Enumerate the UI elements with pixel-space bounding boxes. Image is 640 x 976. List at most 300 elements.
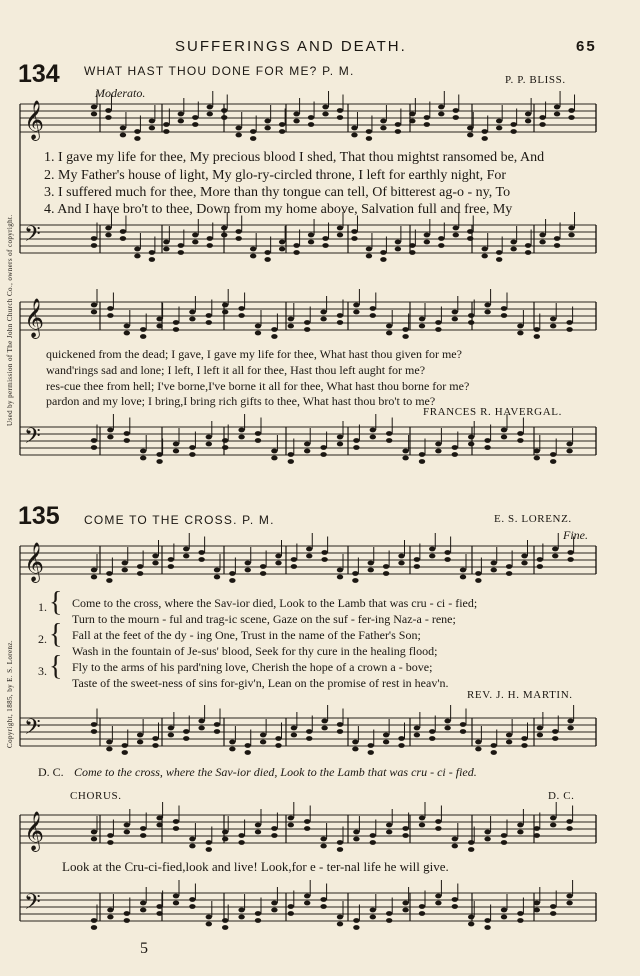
h135-sys1-treble-note bbox=[337, 568, 343, 573]
h135-sys1-bass-note bbox=[291, 733, 297, 738]
h134-sys2-bass-note bbox=[107, 428, 113, 433]
h135-chorus-treble-note bbox=[107, 833, 113, 838]
h135-sys1-treble-note bbox=[337, 575, 343, 580]
dc-label: D. C. bbox=[38, 765, 64, 779]
h134-sys2-bass-note bbox=[468, 435, 474, 440]
h134-sys1-bass-note bbox=[568, 233, 574, 238]
h135-sys1-bass-note bbox=[567, 726, 573, 731]
hymn-134-verse-2-line-1: 2. My Father's house of light, My glo-ry-circled throne, I left for earthly night, For bbox=[44, 168, 507, 183]
h135-sys1-bass-note bbox=[198, 719, 204, 724]
h134-sys1-treble-note bbox=[380, 119, 386, 124]
h134-sys1-bass-note bbox=[178, 250, 184, 255]
h135-sys1-treble-note bbox=[414, 557, 420, 562]
h134-sys2-treble-note bbox=[468, 313, 474, 318]
h135-chorus-bass-note bbox=[173, 901, 179, 906]
h134-sys2-treble-note bbox=[91, 310, 97, 315]
h135-sys1-treble-note bbox=[152, 554, 158, 559]
h134-sys1-treble-note bbox=[525, 119, 531, 124]
hymn-134-verse-1-line-2: quickened from the dead; I gave, I gave my life for thee, What hast thou given for me? bbox=[46, 347, 462, 361]
h134-sys2-treble-note bbox=[271, 327, 277, 332]
chorus-label: CHORUS. bbox=[70, 790, 122, 802]
h134-sys2-bass-note bbox=[468, 442, 474, 447]
h135-chorus-treble-note bbox=[402, 826, 408, 831]
h134-sys2-treble-note bbox=[484, 310, 490, 315]
h134-sys1-treble-note bbox=[438, 112, 444, 117]
h134-sys2-bass-note bbox=[222, 445, 228, 450]
h134-sys2-treble-note bbox=[255, 331, 261, 336]
h135-sys1-treble-note bbox=[398, 554, 404, 559]
hymn-135-lyricist: REV. J. H. MARTIN. bbox=[467, 689, 573, 701]
h134-sys2-treble-note bbox=[222, 303, 228, 308]
h135-chorus-bass-note bbox=[206, 922, 212, 927]
h134-sys1-treble-note bbox=[366, 129, 372, 134]
h135-sys1-treble-note bbox=[429, 554, 435, 559]
h135-sys1-treble-note bbox=[537, 564, 543, 569]
h134-sys2-treble-note bbox=[566, 327, 572, 332]
h135-sys1-bass-note bbox=[321, 719, 327, 724]
h135-sys1-bass-note bbox=[567, 719, 573, 724]
h135-chorus-treble-note bbox=[468, 847, 474, 852]
h134-sys2-treble-note bbox=[140, 334, 146, 339]
h135-sys1-treble-note bbox=[214, 568, 220, 573]
h134-sys2-treble-note bbox=[435, 327, 441, 332]
h135-chorus-bass-note bbox=[337, 915, 343, 920]
h135-sys1-bass-note bbox=[260, 733, 266, 738]
h134-sys1-treble-note bbox=[482, 129, 488, 134]
h134-sys2-bass-note bbox=[550, 459, 556, 464]
h134-sys2-bass-note bbox=[255, 431, 261, 436]
h134-sys1-treble-note bbox=[250, 136, 256, 141]
h135-chorus-bass-note bbox=[402, 901, 408, 906]
h134-sys1-treble-note bbox=[178, 112, 184, 117]
h134-sys2-bass-note bbox=[534, 456, 540, 461]
h134-sys2-treble-note bbox=[173, 327, 179, 332]
h135-chorus-treble-note bbox=[353, 830, 359, 835]
h135-sys1-treble-note bbox=[567, 550, 573, 555]
h134-sys2-bass-note bbox=[484, 445, 490, 450]
h135-chorus-treble-note bbox=[337, 840, 343, 845]
h134-sys2-bass-note bbox=[419, 459, 425, 464]
h135-chorus-bass-note bbox=[484, 918, 490, 923]
h135-sys1-treble-note bbox=[460, 568, 466, 573]
h135-chorus-treble-note bbox=[320, 844, 326, 849]
h135-chorus-treble-note bbox=[271, 833, 277, 838]
h135-chorus-treble-note bbox=[452, 837, 458, 842]
h134-sys2-treble-note bbox=[402, 334, 408, 339]
hymn-134-lyricist: FRANCES R. HAVERGAL. bbox=[423, 406, 562, 418]
hymn-135-verse-3-number: 3. bbox=[38, 664, 47, 678]
h134-sys1-bass-note bbox=[293, 250, 299, 255]
h134-sys1-bass-note bbox=[453, 226, 459, 231]
h134-sys1-bass-note bbox=[351, 236, 357, 241]
h135-chorus-bass-note bbox=[386, 911, 392, 916]
h134-sys2-bass-note bbox=[206, 435, 212, 440]
h135-sys1-bass-note bbox=[337, 722, 343, 727]
h135-sys1-bass-note bbox=[352, 740, 358, 745]
h134-sys1-treble-note bbox=[322, 105, 328, 110]
h134-sys1-treble-note bbox=[293, 119, 299, 124]
h135-chorus-bass-note bbox=[353, 918, 359, 923]
h134-sys1-bass-note bbox=[554, 243, 560, 248]
h135-chorus-bass-note bbox=[271, 908, 277, 913]
h134-sys1-bass-note bbox=[539, 240, 545, 245]
h135-chorus-bass-note bbox=[238, 915, 244, 920]
hymn-135-verse-3a: Fly to the arms of his pard'ning love, Cherish the hope of a crown a - bove; bbox=[72, 660, 433, 674]
h134-sys2-bass-note bbox=[566, 442, 572, 447]
h134-sys2-bass-note bbox=[222, 438, 228, 443]
h135-chorus-treble-note bbox=[288, 823, 294, 828]
h134-sys1-treble-note bbox=[351, 126, 357, 131]
h134-sys2-treble-note bbox=[320, 310, 326, 315]
h134-sys1-bass-note bbox=[366, 247, 372, 252]
h135-chorus-bass-note bbox=[452, 897, 458, 902]
h135-chorus-bass-note bbox=[107, 915, 113, 920]
h135-sys1-treble-note bbox=[137, 571, 143, 576]
h134-sys1-treble-note bbox=[149, 119, 155, 124]
h134-sys2-bass-note bbox=[353, 438, 359, 443]
h134-sys1-treble-note bbox=[366, 136, 372, 141]
h135-sys1-bass-note bbox=[91, 729, 97, 734]
h135-chorus-bass-note bbox=[566, 901, 572, 906]
h135-chorus-treble-note bbox=[452, 844, 458, 849]
h134-sys2-treble-note bbox=[271, 334, 277, 339]
h134-sys2-treble-note bbox=[386, 324, 392, 329]
h135-sys1-treble-note bbox=[291, 557, 297, 562]
h134-sys1-bass-note bbox=[366, 254, 372, 259]
hymn-135-title: COME TO THE CROSS. P. M. bbox=[84, 513, 275, 527]
h135-chorus-treble-note bbox=[517, 823, 523, 828]
h135-chorus-bass-note bbox=[222, 925, 228, 930]
h135-sys1-bass-note bbox=[229, 747, 235, 752]
h135-sys1-bass-note bbox=[321, 726, 327, 731]
h134-sys1-bass-note bbox=[207, 243, 213, 248]
h135-sys1-treble-note bbox=[321, 550, 327, 555]
h135-sys1-bass-note bbox=[137, 740, 143, 745]
h134-sys2-treble-note bbox=[337, 313, 343, 318]
h134-sys2-treble-note bbox=[206, 320, 212, 325]
hymn-134-copyright-note: Used by permission of The John Church Co., owners of copyright. bbox=[6, 214, 14, 426]
h135-sys1-bass-note bbox=[152, 736, 158, 741]
h134-sys2-bass-note bbox=[238, 435, 244, 440]
h134-sys2-treble-note bbox=[255, 324, 261, 329]
h134-sys2-treble-note bbox=[517, 331, 523, 336]
h135-chorus-bass-note bbox=[288, 904, 294, 909]
h134-sys1-treble-note bbox=[525, 112, 531, 117]
h134-sys2-treble-note bbox=[353, 310, 359, 315]
section-title: SUFFERINGS AND DEATH. bbox=[175, 38, 407, 55]
h134-sys2-treble-note bbox=[501, 306, 507, 311]
hymn-135-verse-3b: Taste of the sweet-ness of sins for-giv'n, Lean on the promise of rest in heav'n. bbox=[72, 676, 449, 690]
h135-sys1-treble-note bbox=[91, 575, 97, 580]
h134-sys2-treble-note bbox=[288, 317, 294, 322]
h134-sys1-treble-note bbox=[424, 115, 430, 120]
h134-sys2-bass-note bbox=[452, 452, 458, 457]
h135-chorus-treble-note bbox=[140, 826, 146, 831]
h135-chorus-treble-note bbox=[140, 833, 146, 838]
h134-sys2-bass-note bbox=[402, 456, 408, 461]
h134-sys1-bass-note bbox=[105, 233, 111, 238]
h135-chorus-bass-note bbox=[468, 922, 474, 927]
h135-chorus-treble-note bbox=[501, 833, 507, 838]
h134-sys2-treble-note bbox=[288, 324, 294, 329]
h135-chorus-treble-note bbox=[320, 837, 326, 842]
h135-sys1-bass-note bbox=[106, 740, 112, 745]
h135-sys1-bass-note bbox=[552, 729, 558, 734]
h134-sys2-treble-note bbox=[550, 324, 556, 329]
chorus-text: Look at the Cru-ci-fied,look and live! Look,for e - ter-nal life he will give. bbox=[62, 859, 449, 874]
h135-chorus-treble-note bbox=[386, 830, 392, 835]
h135-chorus-bass-note bbox=[271, 901, 277, 906]
h134-sys2-bass-note bbox=[370, 435, 376, 440]
hymn-134-tempo: Moderato. bbox=[95, 86, 146, 100]
h135-chorus-bass-note bbox=[124, 911, 130, 916]
h134-sys1-bass-note bbox=[395, 240, 401, 245]
h134-sys2-bass-note bbox=[107, 435, 113, 440]
h135-sys1-bass-note bbox=[368, 743, 374, 748]
h134-sys2-bass-note bbox=[501, 428, 507, 433]
hymn-135-verse-2a: Fall at the feet of the dy - ing One, Trust in the name of the Father's Son; bbox=[72, 628, 421, 642]
hymn-135-fine: Fine. bbox=[563, 528, 588, 542]
h134-sys2-treble-note bbox=[550, 317, 556, 322]
h135-chorus-treble-clef: 𝄞 bbox=[24, 811, 45, 851]
h134-sys1-treble-note bbox=[482, 136, 488, 141]
hymn-134-number: 134 bbox=[18, 60, 60, 88]
h135-chorus-bass-note bbox=[550, 911, 556, 916]
verse-1-brace: { bbox=[49, 587, 63, 618]
h135-chorus-treble-note bbox=[517, 830, 523, 835]
h135-sys1-treble-note bbox=[306, 554, 312, 559]
h135-chorus-treble-note bbox=[91, 830, 97, 835]
h134-sys1-bass-note bbox=[482, 254, 488, 259]
h135-chorus-treble-note bbox=[189, 844, 195, 849]
h135-chorus-bass-note bbox=[255, 918, 261, 923]
h135-sys1-bass-note bbox=[460, 722, 466, 727]
hymn-134-verse-1-line-1: 1. I gave my life for thee, My precious blood I shed, That thou mightst ransomed be, And bbox=[44, 150, 545, 165]
h134-sys1-bass-note bbox=[395, 247, 401, 252]
h134-sys1-bass-note bbox=[149, 250, 155, 255]
h134-sys2-bass-note bbox=[484, 438, 490, 443]
h134-sys2-bass-clef: 𝄢 bbox=[24, 424, 41, 454]
h135-sys1-treble-note bbox=[122, 561, 128, 566]
h134-sys1-treble-note bbox=[337, 108, 343, 113]
h135-chorus-treble-note bbox=[222, 837, 228, 842]
h134-sys1-bass-note bbox=[264, 257, 270, 262]
h135-chorus-bass-note bbox=[468, 915, 474, 920]
h135-chorus-bass-note bbox=[124, 918, 130, 923]
h135-chorus-bass-note bbox=[107, 908, 113, 913]
hymn-135-verse-1-number: 1. bbox=[38, 600, 47, 614]
h134-sys1-bass-note bbox=[510, 240, 516, 245]
h135-chorus-bass-note bbox=[304, 901, 310, 906]
h135-chorus-treble-note bbox=[124, 830, 130, 835]
h134-sys1-bass-note bbox=[250, 254, 256, 259]
h134-sys1-bass-note bbox=[236, 229, 242, 234]
chorus-dc: D. C. bbox=[548, 790, 575, 802]
h135-chorus-bass-note bbox=[386, 918, 392, 923]
h134-sys1-treble-note bbox=[308, 115, 314, 120]
h134-sys2-bass-note bbox=[288, 452, 294, 457]
h135-sys1-treble-note bbox=[321, 557, 327, 562]
h135-sys1-bass-note bbox=[429, 729, 435, 734]
h134-sys2-treble-note bbox=[402, 327, 408, 332]
h134-sys2-treble-note bbox=[370, 306, 376, 311]
h134-sys1-bass-note bbox=[163, 247, 169, 252]
h135-sys1-bass-note bbox=[383, 740, 389, 745]
h134-sys2-bass-note bbox=[452, 445, 458, 450]
h134-sys1-bass-note bbox=[236, 236, 242, 241]
h135-sys1-bass-note bbox=[198, 726, 204, 731]
h134-sys1-bass-note bbox=[337, 226, 343, 231]
h134-sys2-treble-note bbox=[222, 310, 228, 315]
h135-sys1-treble-note bbox=[414, 564, 420, 569]
h135-sys1-treble-note bbox=[229, 571, 235, 576]
h134-sys1-bass-note bbox=[149, 257, 155, 262]
h134-sys2-treble-note bbox=[452, 310, 458, 315]
h135-sys1-treble-note bbox=[352, 571, 358, 576]
h134-sys2-bass-note bbox=[173, 449, 179, 454]
h135-sys1-bass-note bbox=[183, 736, 189, 741]
h134-sys2-bass-note bbox=[271, 456, 277, 461]
h134-sys2-treble-note bbox=[468, 320, 474, 325]
hymn-134-verse-2-line-2: wand'rings sad and lone; I left, I left it all for thee, Hast thou left aught for me? bbox=[46, 363, 426, 377]
h135-sys1-treble-note bbox=[567, 557, 573, 562]
h135-sys1-treble-note bbox=[245, 561, 251, 566]
h134-sys1-treble-note bbox=[539, 115, 545, 120]
h135-chorus-bass-note bbox=[320, 897, 326, 902]
h134-sys1-treble-note bbox=[322, 112, 328, 117]
h135-sys1-bass-note bbox=[398, 743, 404, 748]
dc-text: Come to the cross, where the Sav-ior died, Look to the Lamb that was cru - ci - fied. bbox=[74, 765, 477, 779]
h134-sys2-bass-note bbox=[140, 456, 146, 461]
h135-sys1-bass-note bbox=[122, 750, 128, 755]
h134-sys1-treble-note bbox=[496, 119, 502, 124]
hymn-135-number: 135 bbox=[18, 502, 60, 530]
h135-chorus-bass-note bbox=[550, 904, 556, 909]
h134-sys2-bass-note bbox=[288, 459, 294, 464]
h134-sys2-treble-clef: 𝄞 bbox=[24, 298, 45, 338]
h134-sys1-bass-note bbox=[293, 243, 299, 248]
hymn-134-verse-4-line-2: pardon and my love; I bring,I bring rich gifts to thee, What hast thou bro't to me? bbox=[46, 394, 436, 408]
h135-chorus-bass-note bbox=[189, 904, 195, 909]
h134-sys2-treble-note bbox=[353, 303, 359, 308]
h134-sys1-treble-note bbox=[395, 129, 401, 134]
h135-chorus-treble-note bbox=[501, 840, 507, 845]
h134-sys2-bass-note bbox=[550, 452, 556, 457]
h135-chorus-bass-note bbox=[238, 908, 244, 913]
h135-chorus-treble-note bbox=[255, 823, 261, 828]
h134-sys1-bass-note bbox=[424, 240, 430, 245]
h135-chorus-bass-note bbox=[189, 897, 195, 902]
h135-chorus-bass-note bbox=[501, 908, 507, 913]
h135-chorus-treble-note bbox=[419, 816, 425, 821]
h134-sys2-bass-note bbox=[337, 442, 343, 447]
h135-sys1-treble-note bbox=[460, 575, 466, 580]
h135-chorus-treble-note bbox=[271, 826, 277, 831]
h134-sys1-treble-note bbox=[120, 126, 126, 131]
h135-chorus-bass-note bbox=[255, 911, 261, 916]
h135-chorus-bass-note bbox=[91, 925, 97, 930]
h134-sys2-bass-note bbox=[124, 431, 130, 436]
h134-sys2-treble-note bbox=[370, 313, 376, 318]
h134-sys2-bass-note bbox=[189, 452, 195, 457]
h135-chorus-bass-note bbox=[288, 911, 294, 916]
h134-sys2-treble-note bbox=[517, 324, 523, 329]
h134-sys2-treble-note bbox=[173, 320, 179, 325]
h134-sys1-treble-note bbox=[337, 115, 343, 120]
h135-chorus-treble-note bbox=[484, 830, 490, 835]
h134-sys2-bass-note bbox=[419, 452, 425, 457]
h135-sys1-bass-note bbox=[275, 736, 281, 741]
h135-sys1-bass-note bbox=[444, 726, 450, 731]
h134-sys1-treble-note bbox=[236, 126, 242, 131]
h134-sys1-treble-note bbox=[308, 122, 314, 127]
h134-sys2-treble-note bbox=[107, 306, 113, 311]
h135-sys1-treble-note bbox=[444, 557, 450, 562]
h134-sys1-bass-note bbox=[264, 250, 270, 255]
h134-sys1-bass-note bbox=[308, 240, 314, 245]
h134-sys1-treble-note bbox=[207, 112, 213, 117]
h135-chorus-treble-note bbox=[173, 826, 179, 831]
h135-sys1-bass-note bbox=[552, 736, 558, 741]
h134-sys1-bass-note bbox=[525, 243, 531, 248]
footer-number: 5 bbox=[140, 940, 148, 957]
hymn-135-copyright-note: Copyright, 1885, by E. S. Lorenz. bbox=[6, 639, 14, 748]
h135-chorus-bass-note bbox=[91, 918, 97, 923]
h134-sys1-treble-note bbox=[510, 122, 516, 127]
h135-chorus-bass-note bbox=[140, 901, 146, 906]
h134-sys1-bass-note bbox=[568, 226, 574, 231]
h135-chorus-bass-note bbox=[435, 894, 441, 899]
h134-sys1-bass-note bbox=[279, 240, 285, 245]
h135-sys1-bass-note bbox=[352, 747, 358, 752]
h135-chorus-treble-note bbox=[173, 819, 179, 824]
h135-chorus-treble-note bbox=[468, 840, 474, 845]
h135-chorus-treble-note bbox=[402, 833, 408, 838]
h134-sys2-treble-note bbox=[91, 303, 97, 308]
h134-sys2-treble-note bbox=[534, 334, 540, 339]
h134-sys1-bass-note bbox=[482, 247, 488, 252]
h135-sys1-bass-note bbox=[245, 750, 251, 755]
h134-sys1-bass-note bbox=[91, 236, 97, 241]
h134-sys1-bass-note bbox=[380, 250, 386, 255]
h135-sys1-treble-note bbox=[491, 568, 497, 573]
h135-chorus-treble-note bbox=[370, 833, 376, 838]
h134-sys2-treble-note bbox=[566, 320, 572, 325]
h134-sys1-treble-note bbox=[163, 122, 169, 127]
h135-sys1-bass-note bbox=[168, 733, 174, 738]
h135-sys1-bass-note bbox=[506, 733, 512, 738]
h135-sys1-bass-note bbox=[275, 743, 281, 748]
h135-sys1-treble-note bbox=[229, 578, 235, 583]
h134-sys1-bass-note bbox=[207, 236, 213, 241]
hymn-134-verse-3-line-1: 3. I suffered much for thee, More than thy tongue can tell, Of bitterest ag-o - ny, To bbox=[44, 185, 511, 200]
h134-sys1-treble-note bbox=[91, 112, 97, 117]
h135-sys1-treble-note bbox=[275, 554, 281, 559]
h134-sys2-bass-note bbox=[435, 449, 441, 454]
h134-sys2-bass-note bbox=[320, 452, 326, 457]
h134-sys2-treble-note bbox=[304, 327, 310, 332]
h135-sys1-bass-note bbox=[491, 750, 497, 755]
h135-chorus-bass-note bbox=[452, 904, 458, 909]
h134-sys1-treble-note bbox=[105, 108, 111, 113]
h134-sys1-treble-note bbox=[568, 115, 574, 120]
h135-sys1-treble-note bbox=[198, 550, 204, 555]
h134-sys1-treble-note bbox=[554, 112, 560, 117]
hymn-135-verse-1a: Come to the cross, where the Sav-ior died, Look to the Lamb that was cru - ci - fied; bbox=[72, 596, 478, 610]
h134-sys1-treble-clef: 𝄞 bbox=[24, 100, 45, 140]
verse-2-brace: { bbox=[49, 619, 63, 650]
h135-chorus-treble-note bbox=[353, 837, 359, 842]
